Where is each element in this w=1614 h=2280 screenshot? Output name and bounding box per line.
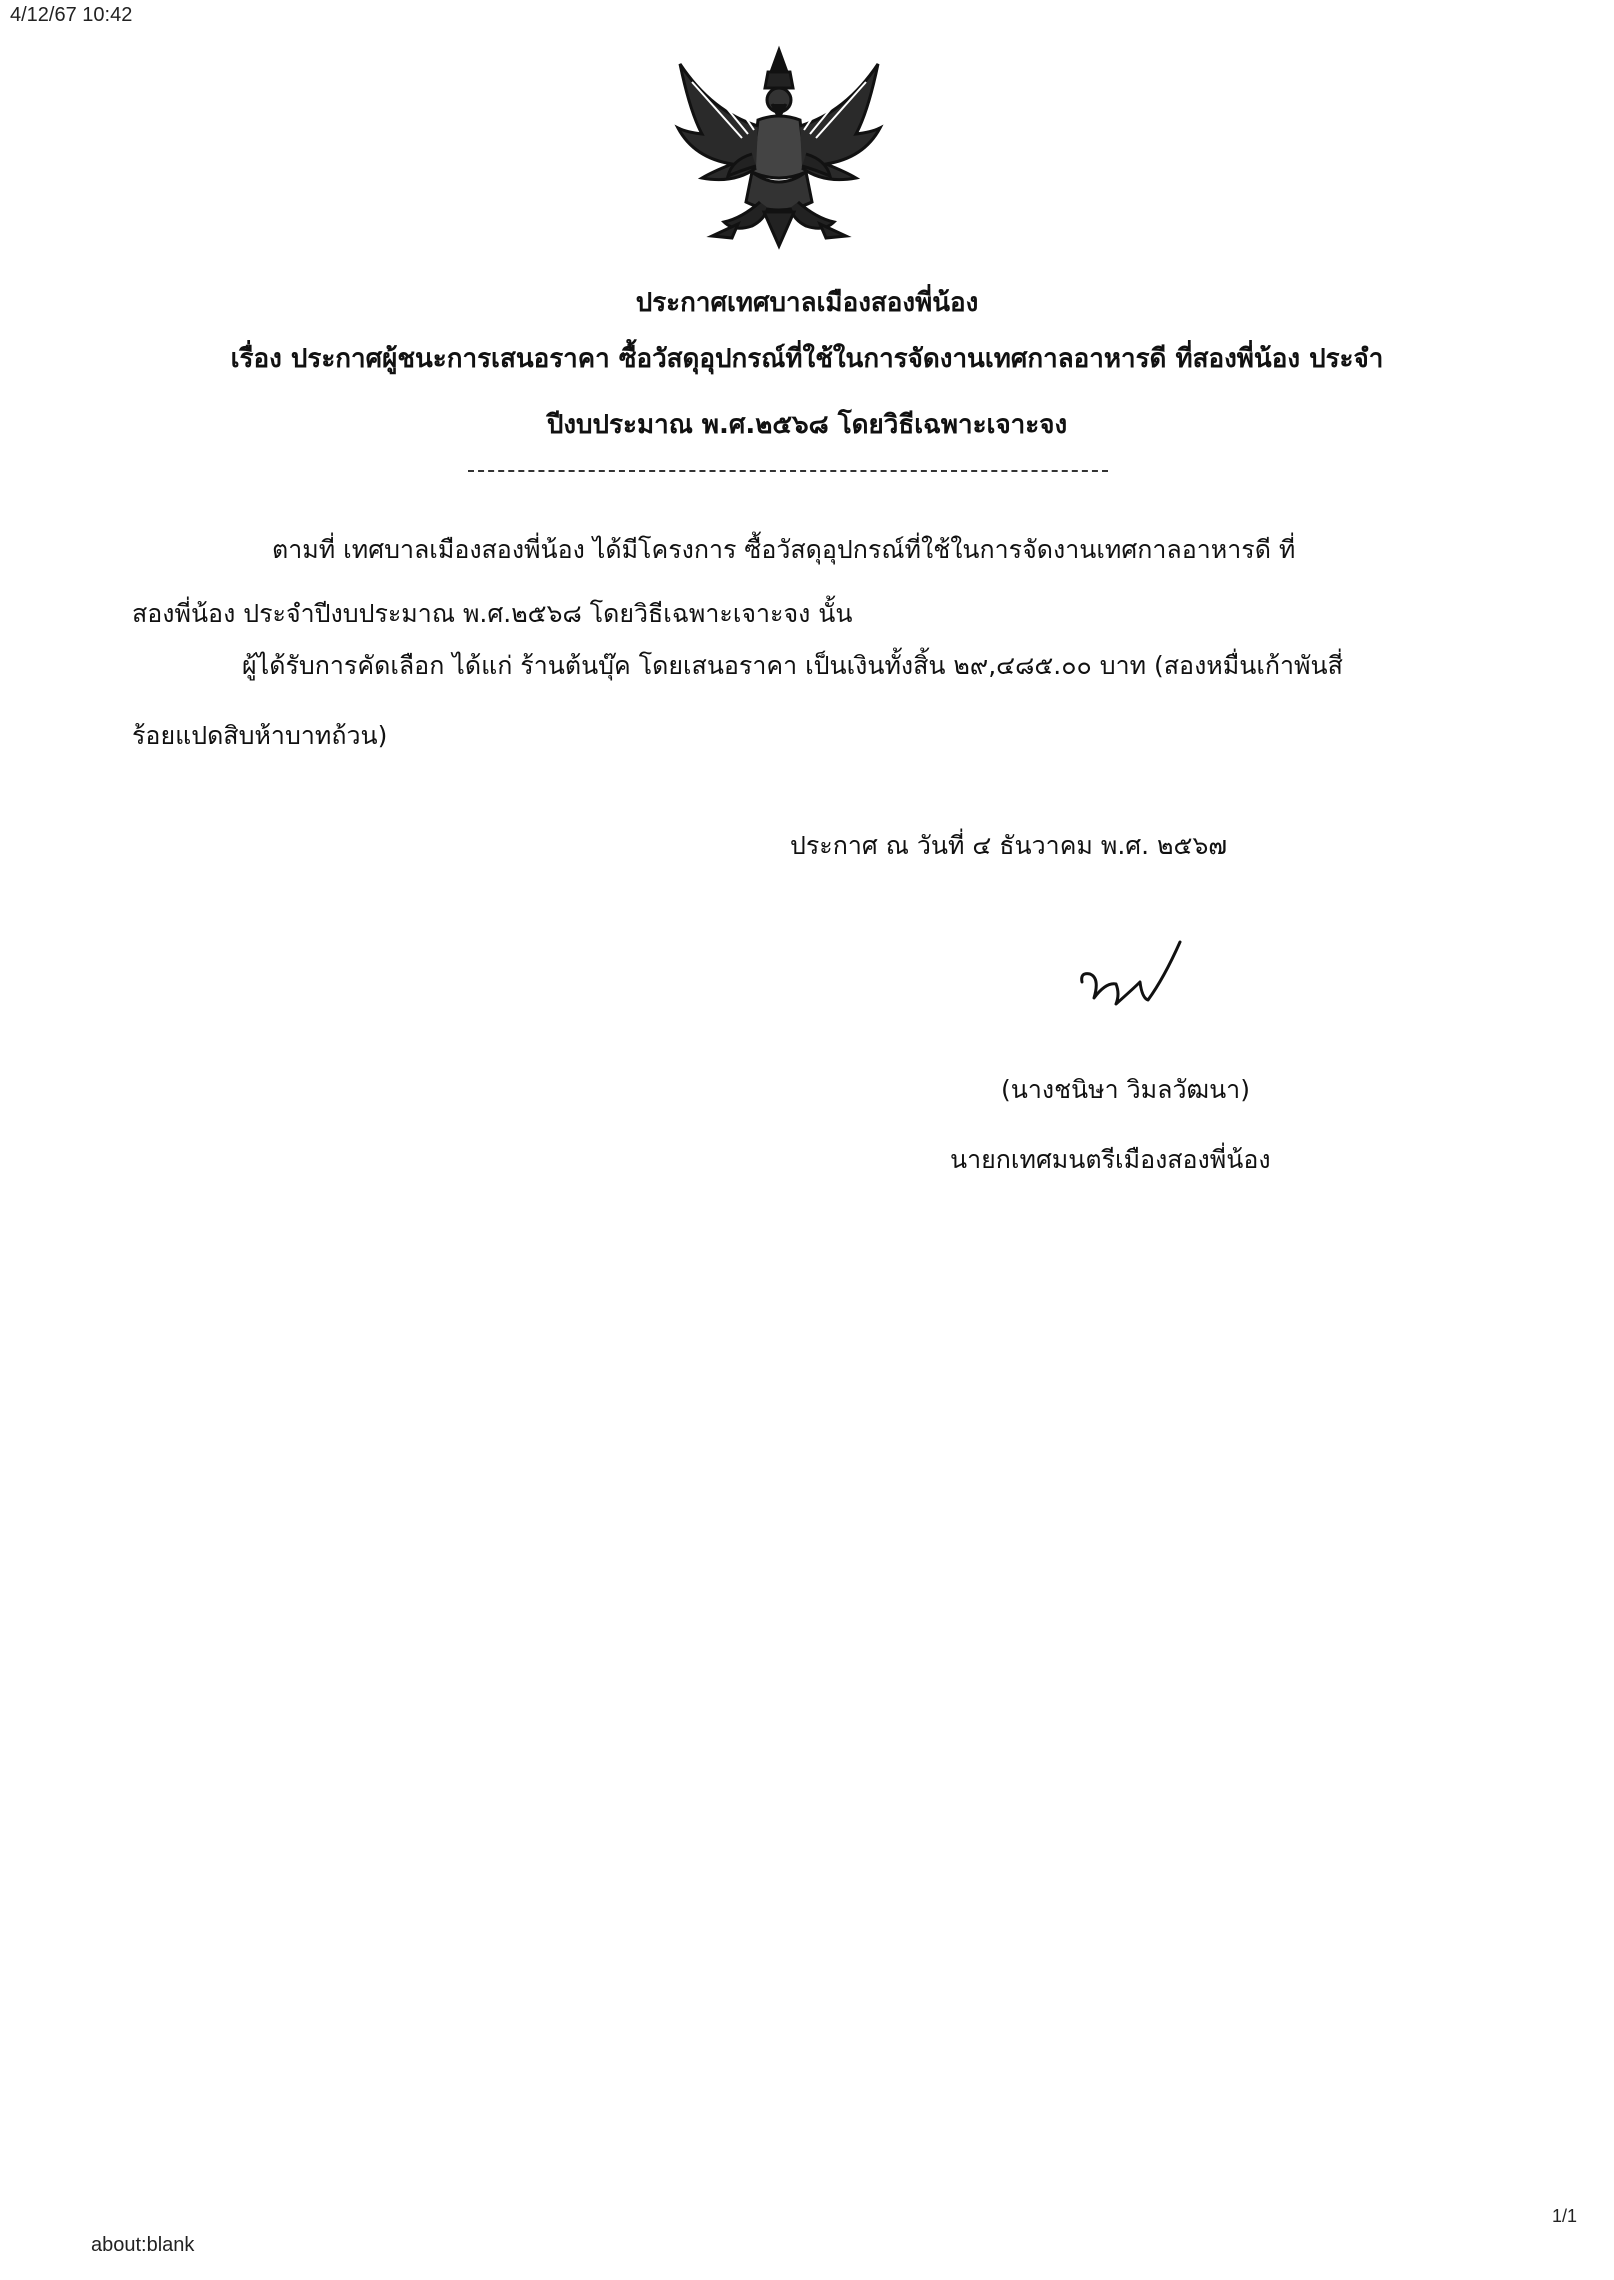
announcement-subject: เรื่อง ประกาศผู้ชนะการเสนอราคา ซื้อวัสดุอุปกรณ์ที่ใช้ในการจัดงานเทศกาลอาหารดี ที่สองพี่น้อง ประจำ [230, 344, 1384, 374]
page-number: 1/1 [1552, 2206, 1578, 2226]
announcement-title: ประกาศเทศบาลเมืองสองพี่น้อง [635, 288, 979, 318]
print-url: about:blank [91, 2234, 195, 2256]
paragraph-2-line-1: ผู้ได้รับการคัดเลือก ได้แก่ ร้านต้นบุ๊ค โดยเสนอราคา เป็นเงินทั้งสิ้น ๒๙,๔๘๕.๐๐ บาท (สองหมื่นเก้าพันสี่ [242, 651, 1343, 680]
garuda-emblem-icon [672, 42, 886, 250]
announcement-subject-cont: ปีงบประมาณ พ.ศ.๒๕๖๘ โดยวิธีเฉพาะเจาะจง [546, 410, 1068, 440]
signer-title: นายกเทศมนตรีเมืองสองพี่น้อง [950, 1145, 1271, 1174]
dashed-divider [468, 470, 1108, 472]
announcement-date: ประกาศ ณ วันที่ ๔ ธันวาคม พ.ศ. ๒๕๖๗ [790, 831, 1228, 860]
paragraph-1-line-1: ตามที่ เทศบาลเมืองสองพี่น้อง ได้มีโครงการ ซื้อวัสดุอุปกรณ์ที่ใช้ในการจัดงานเทศกาลอาหารดี ที่ [272, 535, 1296, 564]
signer-name: (นางชนิษา วิมลวัฒนา) [1001, 1075, 1250, 1104]
paragraph-2-line-2: ร้อยแปดสิบห้าบาทถ้วน) [132, 721, 388, 750]
handwritten-signature-icon [1076, 938, 1186, 1018]
paragraph-1-line-2: สองพี่น้อง ประจำปีงบประมาณ พ.ศ.๒๕๖๘ โดยวิธีเฉพาะเจาะจง นั้น [132, 599, 853, 628]
print-timestamp: 4/12/67 10:42 [10, 4, 133, 26]
